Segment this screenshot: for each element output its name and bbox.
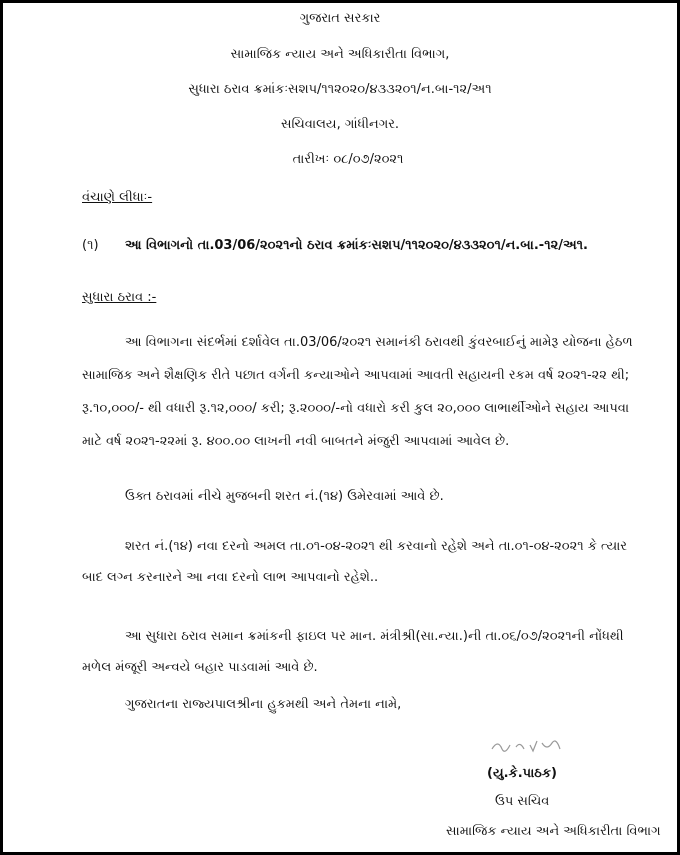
read-item-text: આ વિભાગનો તા.03/06/૨૦૨૧નો ઠરાવ ક્રમાંકઃસશપ/૧૧૨૦૨૦/૪૩૩૨૦૧/ન.બા.-૧૨/અ૧. (125, 238, 588, 253)
para2: ઉક્ત ઠરાવમાં નીચે મુજબની શરત નં.(૧૪) ઉમેરવામાં આવે છે. (125, 489, 444, 504)
place: સચિવાલય, ગાંધીનગર. (280, 117, 400, 132)
date: તારીખઃ ૦૮/૦૭/૨૦૨૧ (292, 152, 404, 167)
government-title: ગુજરાત સરકાર (299, 11, 381, 26)
para1-line: રૂ.૧૦,૦૦૦/- થી વધારી રૂ.૧૨,૦૦૦/ કરી; રૂ.૨૦૦૦/-નો વધારો કરી કુલ ૨૦,૦૦૦ લાભાર્થીઓને સહાય આપવા (82, 401, 630, 416)
department-title: સામાજિક ન્યાય અને અધિકારીતા વિભાગ, (230, 47, 450, 62)
para4-line: આ સુધારા ઠરાવ સમાન ક્રમાંકની ફાઇલ પર માન. મંત્રીશ્રી(સા.ન્યા.)ની તા.૦૬/૦૭/૨૦૨૧ની નોંધથી (125, 629, 624, 644)
amendment-heading: સુધારા ઠરાવ :- (82, 290, 157, 305)
resolution-number: સુધારા ઠરાવ ક્રમાંકઃસશપ/૧૧૨૦૨૦/૪૩૩૨૦૧/ન.બા-૧૨/અ૧ (188, 82, 492, 97)
signatory-name: (યુ.કે.પાઠક) (487, 766, 557, 781)
para1-line: માટે વર્ષ ૨૦૨૧-૨૨માં રૂ. ૪૦૦.૦૦ લાખની નવી બાબતને મંજુરી આપવામાં આવેલ છે. (82, 434, 510, 449)
signatory-designation: ઉપ સચિવ (495, 794, 550, 809)
read-item-number: (૧) (82, 238, 99, 253)
signatory-department: સામાજિક ન્યાય અને અધિકારીતા વિભાગ (446, 824, 661, 839)
para5: ગુજરાતના રાજ્યપાલશ્રીના હુકમથી અને તેમના નામે, (125, 697, 402, 712)
para1-line: સામાજિક અને શૈક્ષણિક રીતે પછાત વર્ગની કન્યાઓને આપવામાં આવતી સહાયની રકમ વર્ષ ૨૦૨૧-૨૨ થી; (82, 368, 630, 383)
para1-line: આ વિભાગના સંદર્ભમાં દર્શાવેલ તા.03/06/૨૦૨૧ સમાનંકી ઠરાવથી કુંવરબાઈનું મામેરૂ યોજના હેઠળ (125, 335, 633, 350)
signature (490, 735, 570, 757)
para3-line: શરત નં.(૧૪) નવા દરનો અમલ તા.૦૧-૦૪-૨૦૨૧ થી કરવાનો રહેશે અને તા.૦૧-૦૪-૨૦૨૧ કે ત્યાર (125, 539, 628, 554)
para4-line: મળેલ મંજૂરી અન્વયે બહાર પાડવામાં આવે છે. (82, 660, 318, 675)
para3-line: બાદ લગ્ન કરનારને આ નવા દરનો લાભ આપવાનો રહેશે.. (82, 570, 379, 585)
read-heading: વંચાણે લીધાઃ- (82, 190, 153, 205)
